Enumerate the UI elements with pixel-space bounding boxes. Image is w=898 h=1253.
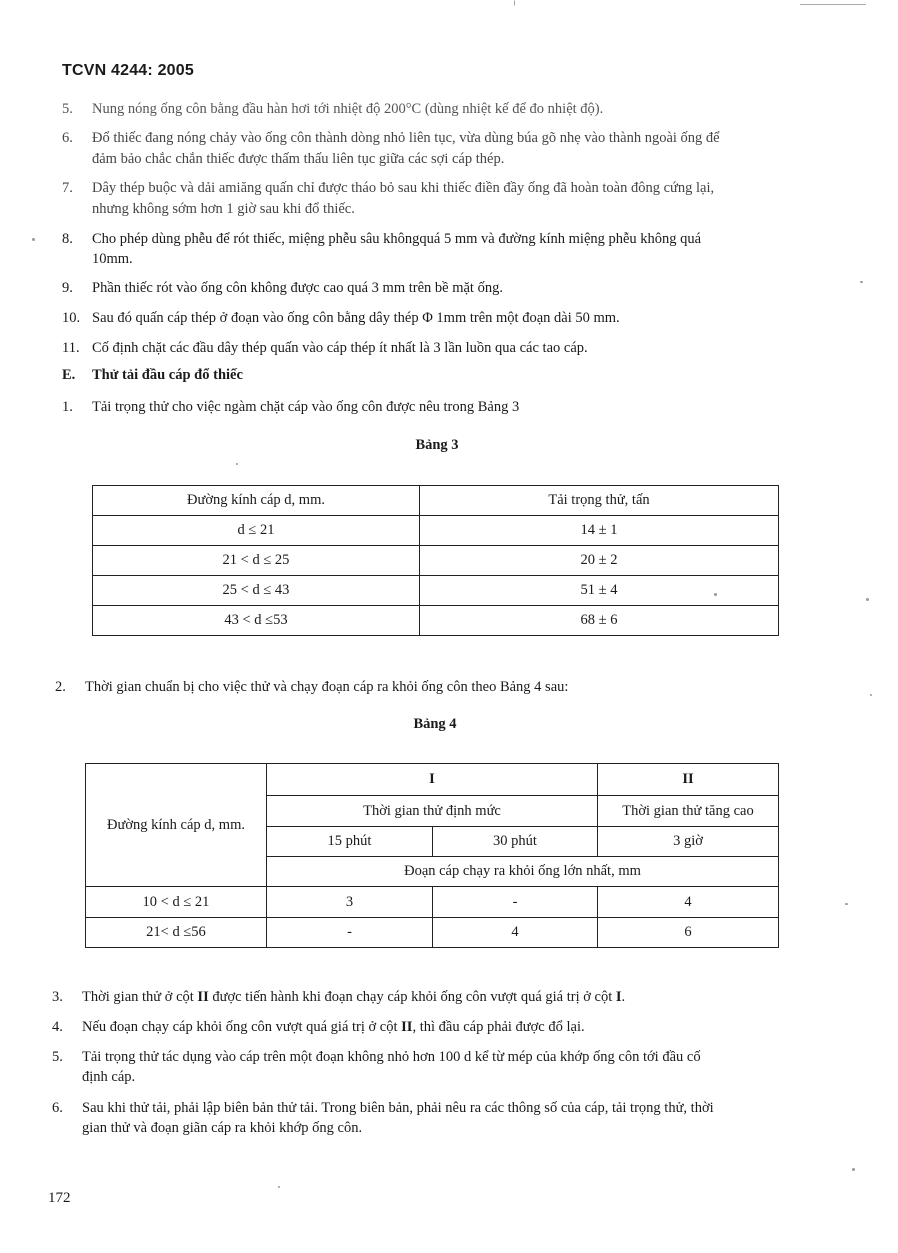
table-row [93,576,779,606]
item-text-line-1: Cho phép dùng phễu để rót thiếc, miệng phễu sâu khôngquá 5 mm và đường kính miệng phễu không quá [92,231,702,247]
item-number: 5. [62,101,73,117]
table-cell: 21 < d ≤ 25 [93,546,420,576]
item-text-line-2: nhưng không sớm hơn 1 giờ sau khi đổ thiếc. [92,201,355,217]
table-row [93,606,779,636]
column-ref: II [197,989,209,1005]
item-text-line-1: Dây thép buộc và dải amiăng quấn chỉ được tháo bỏ sau khi thiếc điền đầy ống đã hoàn toàn đông cứng lại, [92,180,715,196]
column-ref: I [615,989,622,1005]
table-cell: 4 [598,887,779,918]
item-text-line-2: 10mm. [92,251,133,267]
section-title: Thử tải đầu cáp đổ thiếc [92,367,243,383]
scan-speck [714,593,717,596]
table-cell: 25 < d ≤ 43 [93,576,420,606]
table-3 [92,485,779,636]
time-cell: 30 phút [433,827,598,857]
item-text [82,987,625,1007]
item-text: Tải trọng thử cho việc ngàm chặt cáp vào ống côn được nêu trong Bảng 3 [92,399,520,415]
table-cell: d ≤ 21 [93,516,420,546]
time-cell: 3 giờ [598,827,779,857]
standard-code: TCVN 4244: 2005 [62,62,194,79]
section-letter: E. [62,367,76,383]
table-cell: 4 [433,918,598,948]
table-header-cell: Tải trọng thử, tấn [420,486,779,516]
item-text: Phần thiếc rót vào ống côn không được cao quá 3 mm trên bề mặt ống. [92,280,503,296]
text-run: được tiến hành khi đoạn chạy cáp khỏi ống côn vượt quá giá trị ở cột [208,989,616,1005]
sub-header-cell: Thời gian thử tăng cao [598,796,779,827]
table-cell: 10 < d ≤ 21 [86,887,267,918]
scan-speck [860,281,863,283]
item-text: Sau đó quấn cáp thép ở đoạn vào ống côn bằng dây thép Φ 1mm trên một đoạn dài 50 mm. [92,310,620,326]
item-text: Nung nóng ống côn bằng đầu hàn hơi tới nhiệt độ 200°C (dùng nhiệt kế để đo nhiệt độ). [92,101,604,117]
page-number: 172 [48,1190,71,1206]
row-header-cell: Đường kính cáp d, mm. [86,764,267,887]
table-cell: 21< d ≤56 [86,918,267,948]
sub-header-cell: Thời gian thử định mức [267,796,598,827]
table-cell: 43 < d ≤53 [93,606,420,636]
scan-speck [32,238,35,241]
item-text-line-2: định cáp. [82,1069,136,1085]
table-row [86,887,779,918]
table-row [86,918,779,948]
item-text [82,1017,585,1037]
item-number: 11. [62,340,80,356]
item-text-line-1: Sau khi thử tải, phải lập biên bản thử tải. Trong biên bản, phải nêu ra các thông số của cáp, tải trọng thử, thời [82,1100,714,1116]
text-run: . [621,989,626,1005]
column-group-i: I [267,764,598,796]
text-run: Thời gian thử ở cột [82,989,198,1005]
table-cell: 51 ± 4 [420,576,779,606]
table-cell: 6 [598,918,779,948]
table-cell: 20 ± 2 [420,546,779,576]
text-run: Nếu đoạn chạy cáp khỏi ống côn vượt quá giá trị ở cột [82,1019,402,1035]
scan-speck [870,694,872,696]
scan-speck [852,1168,855,1171]
text-run: , thì đầu cáp phải được đổ lại. [412,1019,585,1035]
item-text-line-1: Tải trọng thử tác dụng vào cáp trên một đoạn không nhỏ hơn 100 d kể từ mép của khớp ống côn tới đầu cố [82,1049,701,1065]
item-text-line-2: đảm bảo chắc chắn thiếc được thấm thấu liên tục giữa các sợi cáp thép. [92,151,505,167]
table-cell: - [267,918,433,948]
scan-streak [800,4,866,5]
table-cell: 14 ± 1 [420,516,779,546]
table-caption: Bảng 3 [415,437,459,453]
item-text-line-1: Đổ thiếc đang nóng chảy vào ống côn thành dòng nhỏ liên tục, vừa dùng búa gõ nhẹ vào thành ngoài ống để [92,130,720,146]
table-4 [85,763,779,948]
scan-speck [236,463,238,465]
item-number: 1. [62,399,73,415]
table-row [93,516,779,546]
scan-speck [278,1186,280,1188]
item-text: Thời gian chuẩn bị cho việc thử và chạy đoạn cáp ra khỏi ống côn theo Bảng 4 sau: [85,679,569,695]
table-cell: - [433,887,598,918]
item-number: 6. [52,1100,63,1116]
item-number: 2. [55,679,66,695]
column-group-ii: II [598,764,779,796]
item-number: 9. [62,280,73,296]
table-cell: 68 ± 6 [420,606,779,636]
item-text: Cố định chặt các đầu dây thép quấn vào cáp thép ít nhất là 3 lần luồn qua các tao cáp. [92,340,588,356]
measure-label-cell: Đoạn cáp chạy ra khỏi ống lớn nhất, mm [267,857,779,887]
scan-speck [845,903,848,905]
item-number: 3. [52,989,63,1005]
column-ref: II [401,1019,413,1035]
table-cell: 3 [267,887,433,918]
item-number: 5. [52,1049,63,1065]
item-number: 4. [52,1019,63,1035]
time-cell: 15 phút [267,827,433,857]
item-text-line-2: gian thử và đoạn giãn cáp ra khỏi khớp ống côn. [82,1120,363,1136]
table-row [93,546,779,576]
table-caption: Bảng 4 [413,716,457,732]
table-header-cell: Đường kính cáp d, mm. [93,486,420,516]
section-heading [62,367,243,384]
item-number: 10. [62,310,81,326]
item-number: 6. [62,130,73,146]
scan-speck [866,598,869,601]
scan-speck [514,0,515,6]
item-number: 8. [62,231,73,247]
item-number: 7. [62,180,73,196]
